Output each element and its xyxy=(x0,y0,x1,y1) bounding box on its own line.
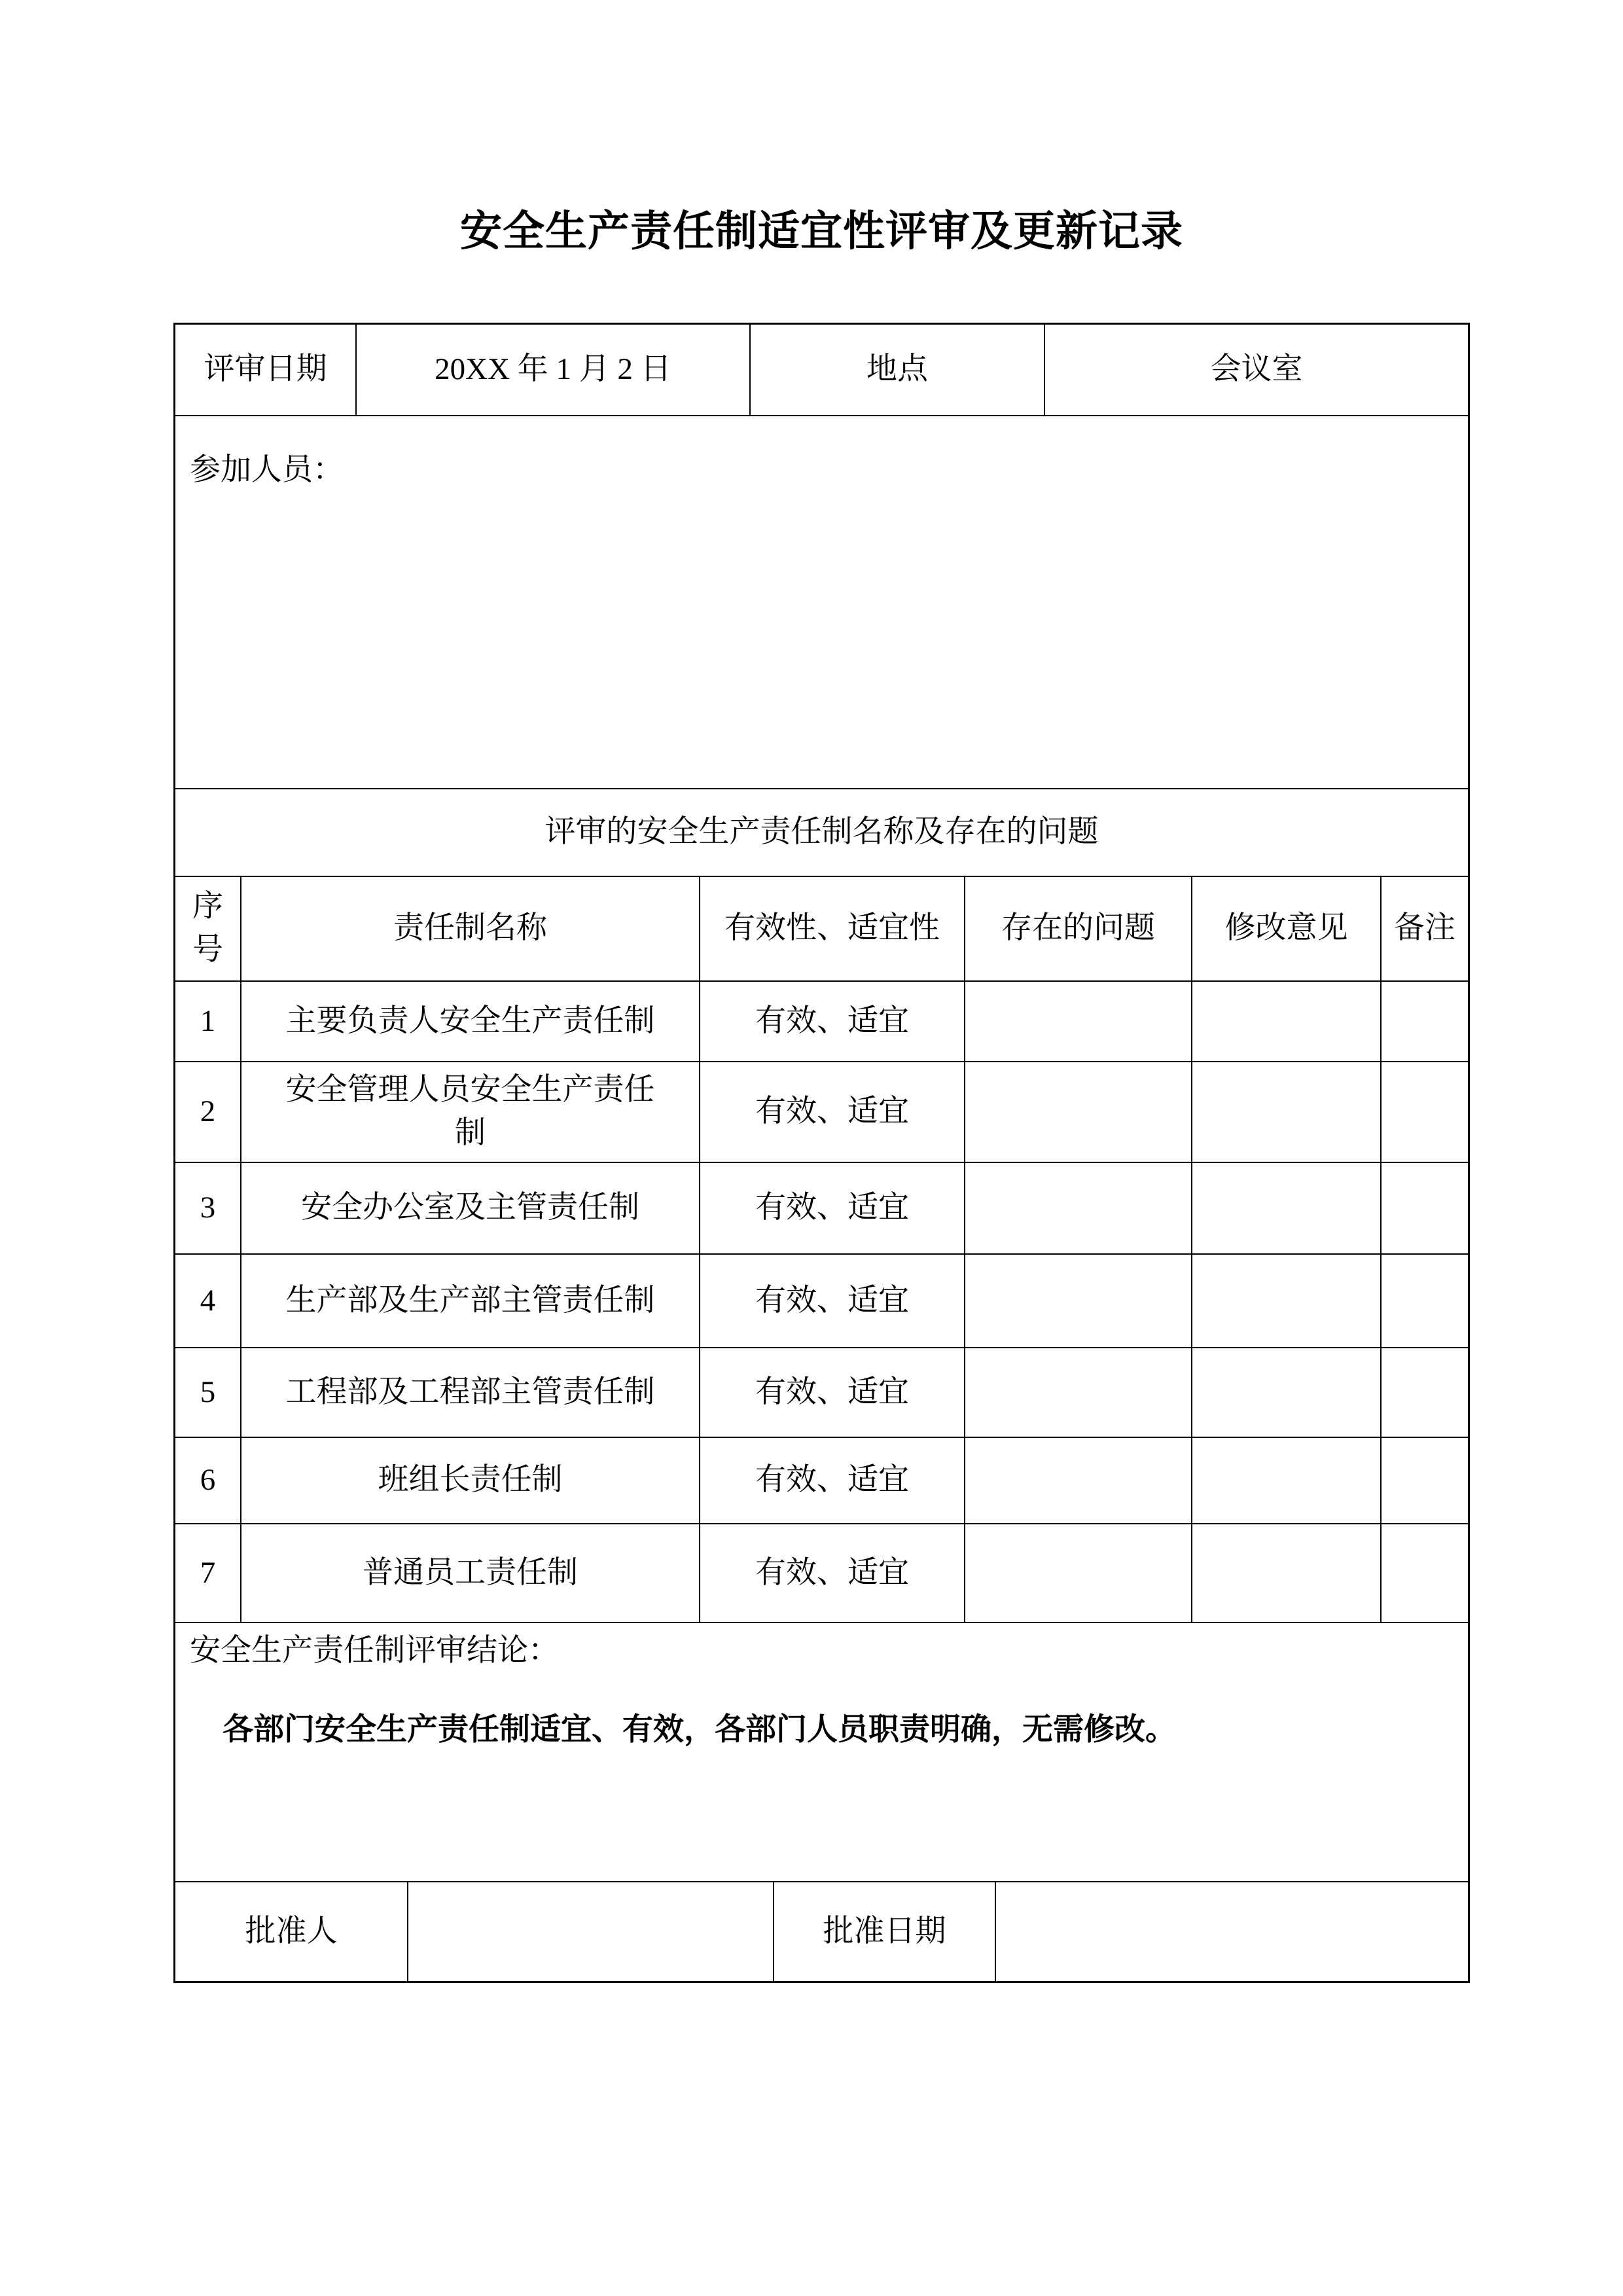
row-name-text: 安全管理人员安全生产责任制 xyxy=(285,1073,655,1150)
table-row xyxy=(175,1348,1468,1438)
row-problem xyxy=(965,982,1192,1061)
row-remark xyxy=(1382,982,1468,1061)
row-no: 3 xyxy=(175,1163,241,1253)
review-date-value: 20XX 年 1 月 2 日 xyxy=(357,325,751,415)
review-form-table xyxy=(173,323,1470,1983)
row-problem xyxy=(965,1524,1192,1622)
col-header-name: 责任制名称 xyxy=(241,877,700,980)
table-row xyxy=(175,1255,1468,1348)
conclusion-cell xyxy=(175,1623,1468,1881)
row-validity: 有效、适宜 xyxy=(700,1438,965,1523)
location-value: 会议室 xyxy=(1210,352,1303,387)
row-remark xyxy=(1382,1524,1468,1622)
table-row xyxy=(175,982,1468,1062)
row-name-text: 普通员工责任制 xyxy=(363,1555,578,1590)
row-name-text: 主要负责人安全生产责任制 xyxy=(285,1003,655,1038)
approval-row xyxy=(175,1882,1468,1981)
row-validity: 有效、适宜 xyxy=(700,1163,965,1253)
review-date-label: 评审日期 xyxy=(175,325,357,415)
row-no: 1 xyxy=(175,982,241,1061)
col-header-validity: 有效性、适宜性 xyxy=(700,877,965,980)
row-name xyxy=(241,1348,700,1437)
row-no: 6 xyxy=(175,1438,241,1523)
row-name xyxy=(241,1524,700,1622)
col-header-no-label: 序号 xyxy=(192,889,223,967)
participants-label: 参加人员： xyxy=(190,453,344,487)
table-row xyxy=(175,1524,1468,1623)
table-row xyxy=(175,1438,1468,1524)
row-suggestion xyxy=(1192,1438,1382,1523)
approver-value xyxy=(408,1882,774,1981)
row-suggestion xyxy=(1192,1348,1382,1437)
row-remark xyxy=(1382,1163,1468,1253)
conclusion-label: 安全生产责任制评审结论： xyxy=(190,1634,559,1668)
row-suggestion xyxy=(1192,1255,1382,1347)
approver-label: 批准人 xyxy=(175,1882,408,1981)
row-name xyxy=(241,1438,700,1523)
row-name-text: 生产部及生产部主管责任制 xyxy=(285,1283,655,1318)
row-validity: 有效、适宜 xyxy=(700,1255,965,1347)
row-remark xyxy=(1382,1348,1468,1437)
row-remark xyxy=(1382,1062,1468,1162)
row-validity: 有效、适宜 xyxy=(700,1062,965,1162)
col-header-suggestion: 修改意见 xyxy=(1192,877,1382,980)
row-suggestion xyxy=(1192,982,1382,1061)
review-section-header xyxy=(175,789,1468,877)
row-problem xyxy=(965,1062,1192,1162)
row-suggestion xyxy=(1192,1062,1382,1162)
row-suggestion xyxy=(1192,1524,1382,1622)
col-header-problem: 存在的问题 xyxy=(965,877,1192,980)
location-label: 地点 xyxy=(751,325,1045,415)
col-header-remark: 备注 xyxy=(1394,911,1455,946)
row-problem xyxy=(965,1255,1192,1347)
row-name-text: 安全办公室及主管责任制 xyxy=(301,1191,639,1225)
row-no: 4 xyxy=(175,1255,241,1347)
review-section-title: 评审的安全生产责任制名称及存在的问题 xyxy=(544,815,1099,850)
info-row xyxy=(175,325,1468,416)
row-validity: 有效、适宜 xyxy=(700,1524,965,1622)
row-validity: 有效、适宜 xyxy=(700,1348,965,1437)
document-title: 安全生产责任制适宜性评审及更新记录 xyxy=(460,208,1183,255)
row-name xyxy=(241,1062,700,1162)
table-row xyxy=(175,1062,1468,1163)
row-problem xyxy=(965,1348,1192,1437)
participants-row xyxy=(175,416,1468,789)
row-name xyxy=(241,982,700,1061)
row-problem xyxy=(965,1163,1192,1253)
approval-date-label: 批准日期 xyxy=(774,1882,996,1981)
row-no: 7 xyxy=(175,1524,241,1622)
row-remark xyxy=(1382,1438,1468,1523)
row-name xyxy=(241,1163,700,1253)
row-no: 5 xyxy=(175,1348,241,1437)
row-name xyxy=(241,1255,700,1347)
col-header-no xyxy=(175,877,241,980)
row-name-text: 工程部及工程部主管责任制 xyxy=(285,1374,655,1409)
conclusion-row xyxy=(175,1623,1468,1882)
approval-date-value xyxy=(996,1882,1468,1981)
row-no: 2 xyxy=(175,1062,241,1162)
row-remark xyxy=(1382,1255,1468,1347)
row-name-text: 班组长责任制 xyxy=(378,1463,563,1498)
row-validity: 有效、适宜 xyxy=(700,982,965,1061)
row-problem xyxy=(965,1438,1192,1523)
table-row xyxy=(175,1163,1468,1255)
conclusion-text: 各部门安全生产责任制适宜、有效，各部门人员职责明确，无需修改。 xyxy=(223,1712,1176,1747)
column-header-row xyxy=(175,877,1468,982)
row-suggestion xyxy=(1192,1163,1382,1253)
